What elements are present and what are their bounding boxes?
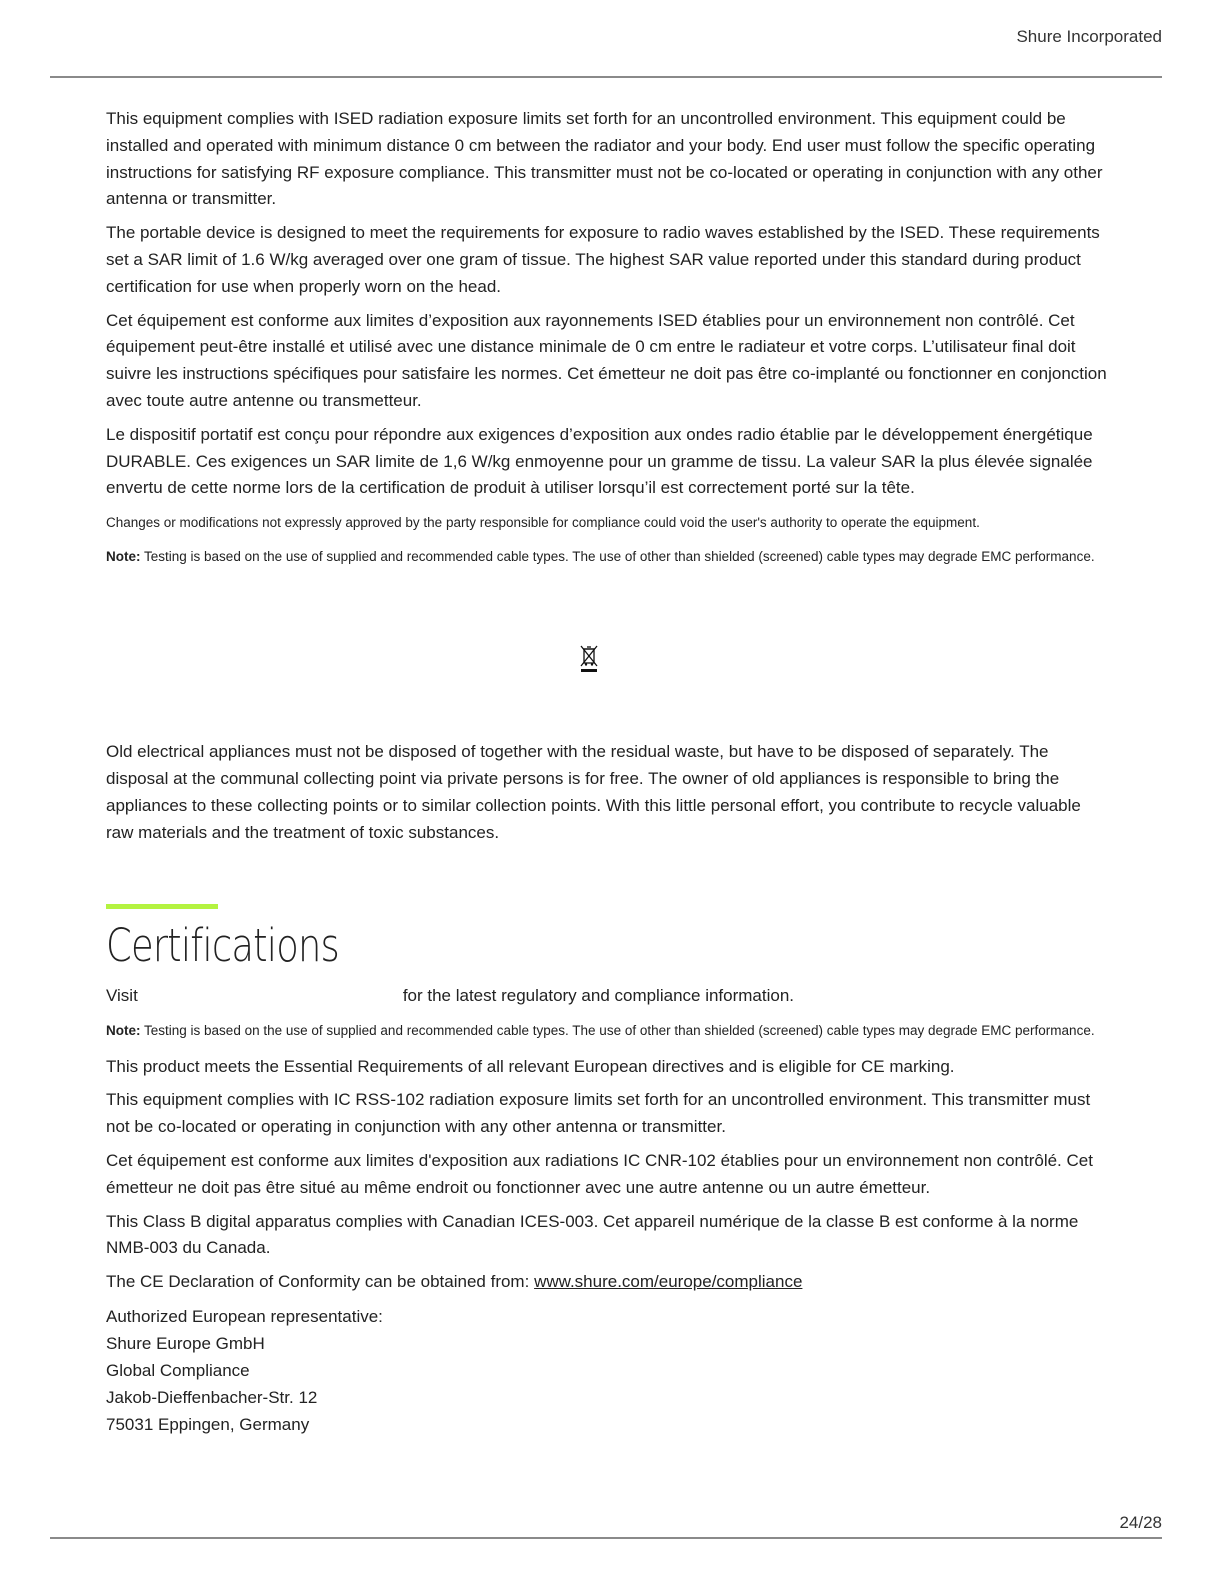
- sar-paragraph-fr: Le dispositif portatif est conçu pour répondre aux exigences d’exposition aux ondes radio établie par le développement énergétique DURABLE. Ces exigences un SAR limite de 1,6 W/kg enmoyenne pour un gramme de tissu. La valeur SAR la plus élevée signalée envertu de cette norme lors de la certification de produit à utiliser lorsqu’il est correctement porté sur la tête.: [106, 424, 1093, 498]
- address-line: 75031 Eppingen, Germany: [106, 1415, 310, 1435]
- ised-exposure-paragraph: This equipment complies with ISED radiation exposure limits set forth for an uncontrolled environment. This equipment could be installed and operated with minimum distance 0 cm between the radiator and your body. End user must follow the specific operating instructions for satisfying RF exposure compliance. This transmitter must not be co-located or operating in conjunction with any other antenna or transmitter.: [106, 109, 1103, 209]
- address-line: Shure Europe GmbH: [106, 1334, 265, 1354]
- note-label: Note:: [106, 548, 141, 564]
- changes-notice: Changes or modifications not expressly approved by the party responsible for compliance could void the user's authority to operate the equipment.: [106, 515, 980, 531]
- address-line: Global Compliance: [106, 1361, 250, 1381]
- ices-paragraph: This Class B digital apparatus complies with Canadian ICES-003. Cet appareil numérique de la classe B est conforme à la norme NMB-003 du Canada.: [106, 1211, 1079, 1258]
- header-company-name: Shure Incorporated: [1016, 27, 1162, 46]
- sar-paragraph: The portable device is designed to meet the requirements for exposure to radio waves established by the ISED. These requirements set a SAR limit of 1.6 W/kg averaged over one gram of tissue. The highest SAR value reported under this standard during product certification for use when properly worn on the head.: [106, 223, 1100, 296]
- section-title-certifications: Certifications: [106, 919, 339, 973]
- page-content: [106, 106, 1110, 1438]
- page-number: 24/28: [1119, 1513, 1162, 1532]
- address-line: Authorized European representative:: [106, 1307, 383, 1327]
- weee-crossed-bin-icon: [580, 645, 598, 673]
- header-divider: [50, 76, 1162, 78]
- note-text: Testing is based on the use of supplied and recommended cable types. The use of other than shielded (screened) cable types may degrade EMC performance.: [144, 1023, 1095, 1039]
- ised-exposure-paragraph-fr: Cet équipement est conforme aux limites d’exposition aux rayonnements ISED établies pour un environnement non contrôlé. Cet équipement peut-être installé et utilisé avec une distance minimale de 0 cm entre le radiateur et votre corps. L’utilisateur final doit suivre les instructions spécifiques pour satisfaire les normes. Cet émetteur ne doit pas être co-implanté ou fonctionner en conjonction avec toute autre antenne ou transmetteur.: [106, 310, 1107, 410]
- ce-compliance-link[interactable]: www.shure.com/europe/compliance: [534, 1272, 803, 1292]
- ic-cnr-paragraph-fr: Cet équipement est conforme aux limites d'exposition aux radiations IC CNR-102 établies pour un environnement non contrôlé. Cet émetteur ne doit pas être situé au même endroit ou fonctionner avec une autre antenne ou un autre émetteur.: [106, 1151, 1093, 1197]
- note-text: Testing is based on the use of supplied and recommended cable types. The use of other than shielded (screened) cable types may degrade EMC performance.: [144, 548, 1095, 564]
- ce-declaration-prefix: The CE Declaration of Conformity can be obtained from:: [106, 1272, 530, 1292]
- note-label: Note:: [106, 1023, 141, 1039]
- eu-representative-address: [106, 1303, 1110, 1438]
- ce-declaration-line: [106, 1269, 1110, 1296]
- footer-divider: [50, 1537, 1162, 1539]
- weee-symbol-area: [106, 589, 1110, 729]
- ce-marking-paragraph: This product meets the Essential Requirements of all relevant European directives and is eligible for CE marking.: [106, 1056, 955, 1076]
- ic-rss-paragraph: This equipment complies with IC RSS-102 radiation exposure limits set forth for an uncontrolled environment. This transmitter must not be co-located or operating in conjunction with any other antenna or transmitter.: [106, 1090, 1091, 1137]
- address-line: Jakob-Dieffenbacher-Str. 12: [106, 1388, 318, 1408]
- visit-suffix: for the latest regulatory and compliance information.: [402, 986, 795, 1006]
- emc-note: [106, 546, 1110, 568]
- section-accent-bar: [106, 904, 218, 909]
- visit-line: [106, 983, 1110, 1010]
- weee-disposal-paragraph: Old electrical appliances must not be disposed of together with the residual waste, but have to be disposed of separately. The disposal at the communal collecting point via private persons is for free. The owner of old appliances is responsible to bring the appliances to these collecting points or to similar collection points. With this little personal effort, you contribute to recycle valuable raw materials and the treatment of toxic substances.: [106, 742, 1081, 842]
- visit-prefix: Visit: [106, 986, 138, 1006]
- emc-note-certifications: [106, 1020, 1110, 1042]
